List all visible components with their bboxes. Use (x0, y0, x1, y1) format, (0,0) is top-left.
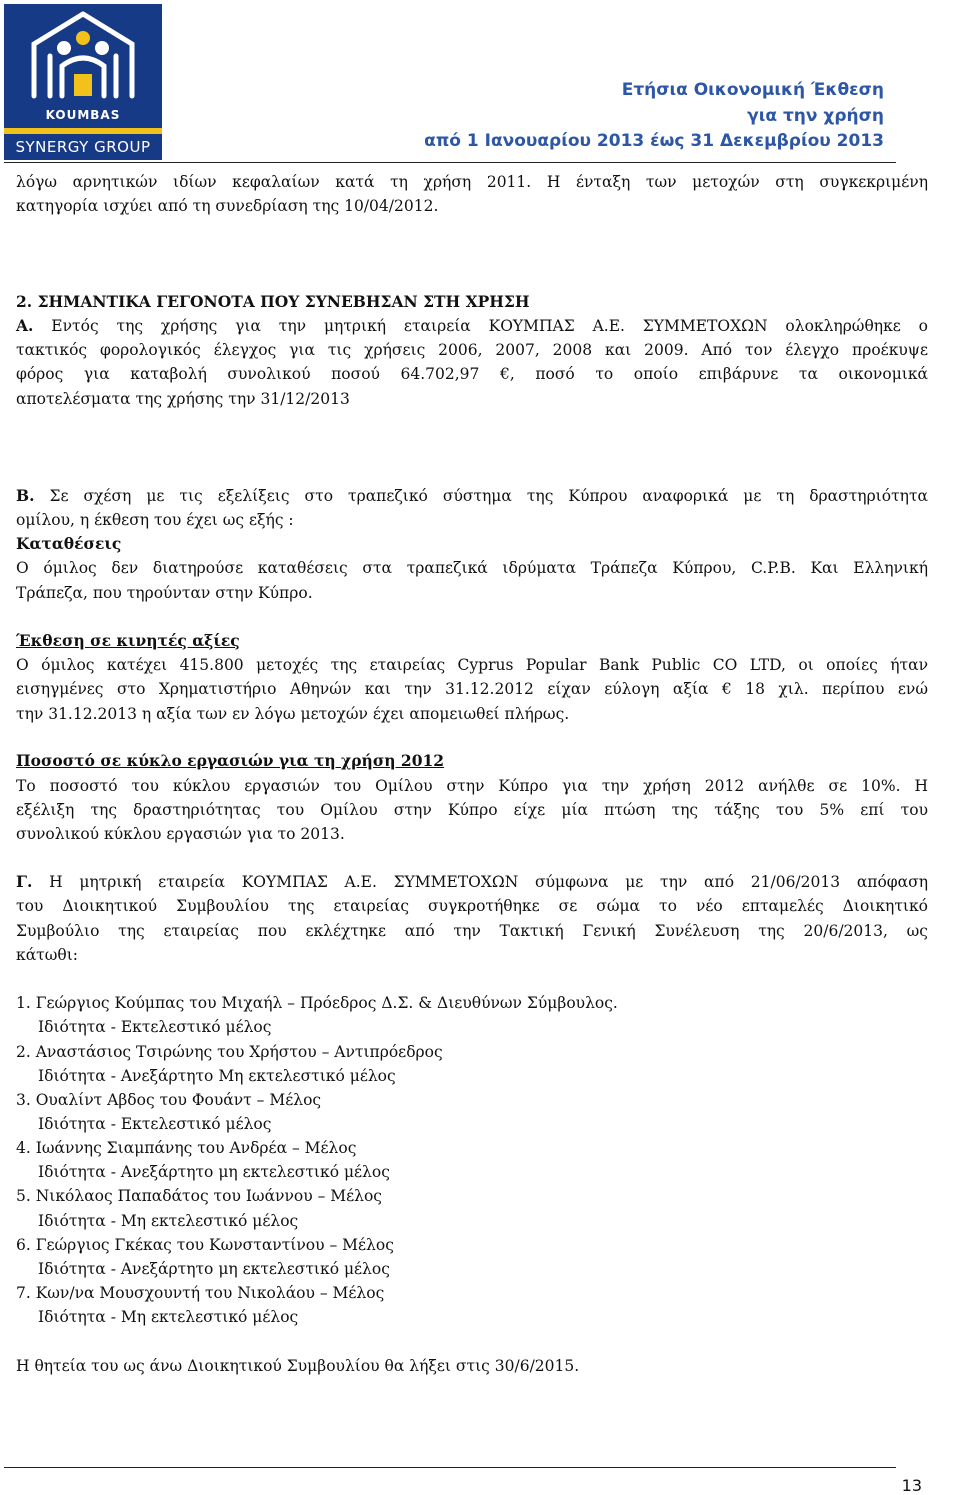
intro-line: λόγω αρνητικών ιδίων κεφαλαίων κατά τη χρήση 2011. Η ένταξη των μετοχών στη συγκεκριμένη (16, 173, 928, 191)
board-member-name: 5. Νικόλαος Παπαδάτος του Ιωάννου – Μέλος (16, 1187, 382, 1205)
paragraph-a-line: τακτικός φορολογικός έλεγχος για τις χρήσεις 2006, 2007, 2008 και 2009. Από τον έλεγχο προέκυψε (16, 341, 928, 359)
paragraph-c-line: του Διοικητικού Συμβουλίου της εταιρείας συγκροτήθηκε σε σώμα το νέο επταμελές Διοικητικό (16, 897, 928, 915)
board-member-role: Ιδιότητα - Ανεξάρτητο Μη εκτελεστικό μέλος (38, 1067, 396, 1085)
turnover-heading: Ποσοστό σε κύκλο εργασιών για τη χρήση 2012 (16, 751, 445, 770)
securities-line: εισηγμένες στο Χρηματιστήριο Αθηνών και την 31.12.2012 είχαν εύλογη αξία € 18 χιλ. περίπου ενώ (16, 680, 928, 698)
paragraph-b-label: Β. (16, 486, 35, 505)
report-title: Ετήσια Οικονομική Έκθεση (621, 80, 884, 100)
board-member-name: 7. Κων/να Μουσχουντή του Νικολάου – Μέλος (16, 1284, 385, 1302)
company-logo (4, 4, 162, 160)
securities-line: Ο όμιλος κατέχει 415.800 μετοχές της εταιρείας Cyprus Popular Bank Public CO LTD, οι οποίες ήταν (16, 656, 928, 674)
turnover-line: συνολικού κύκλου εργασιών για το 2013. (16, 825, 345, 843)
closing-statement: Η θητεία του ως άνω Διοικητικού Συμβουλίου θα λήξει στις 30/6/2015. (16, 1357, 580, 1375)
paragraph-b-line: Β. Σε σχέση με τις εξελίξεις στο τραπεζικό σύστημα της Κύπρου αναφορικά με τη δραστηριότητα (16, 486, 928, 505)
deposits-line: Ο όμιλος δεν διατηρούσε καταθέσεις στα τραπεζικά ιδρύματα Τράπεζα Κύπρου, C.P.B. Και Ελληνική (16, 559, 928, 577)
paragraph-c-label: Γ. (16, 872, 33, 891)
paragraph-a-line: Α. Εντός της χρήσης για την μητρική εταιρεία ΚΟΥΜΠΑΣ Α.Ε. ΣΥΜΜΕΤΟΧΩΝ ολοκληρώθηκε ο (16, 316, 928, 335)
paragraph-a-label: Α. (16, 316, 34, 335)
board-member-role: Ιδιότητα - Ανεξάρτητο μη εκτελεστικό μέλος (38, 1163, 390, 1181)
board-member-role: Ιδιότητα - Ανεξάρτητο μη εκτελεστικό μέλος (38, 1260, 390, 1278)
paragraph-c-line: Γ. Η μητρική εταιρεία ΚΟΥΜΠΑΣ Α.Ε. ΣΥΜΜΕΤΟΧΩΝ σύμφωνα με την από 21/06/2013 απόφαση (16, 872, 928, 891)
intro-line: κατηγορία ισχύει από τη συνεδρίαση της 10/04/2012. (16, 197, 439, 215)
deposits-heading: Καταθέσεις (16, 534, 122, 553)
section-heading: 2. ΣΗΜΑΝΤΙΚΑ ΓΕΓΟΝΟΤΑ ΠΟΥ ΣΥΝΕΒΗΣΑΝ ΣΤΗ ΧΡΗΣΗ (16, 292, 530, 311)
paragraph-c-line: Συμβούλιο της εταιρείας που εκλέχτηκε από την Τακτική Γενική Συνέλευση της 20/6/2013, ως (16, 922, 928, 940)
logo-brand: KOUMBAS (45, 108, 121, 122)
page-number: 13 (901, 1476, 922, 1495)
board-member-role: Ιδιότητα - Εκτελεστικό μέλος (38, 1018, 272, 1036)
board-member-role: Ιδιότητα - Μη εκτελεστικό μέλος (38, 1212, 299, 1230)
paragraph-a-line: αποτελέσματα της χρήσης την 31/12/2013 (16, 390, 350, 408)
logo-accent-bar (4, 128, 162, 134)
logo-group: SYNERGY GROUP (15, 138, 151, 156)
header-divider (4, 162, 896, 163)
paragraph-c-line: κάτωθι: (16, 946, 78, 964)
board-member-name: 4. Ιωάννης Σιαμπάνης του Ανδρέα – Μέλος (16, 1139, 357, 1157)
board-member-name: 1. Γεώργιος Κούμπας του Μιχαήλ – Πρόεδρος Δ.Σ. & Διευθύνων Σύμβουλος. (16, 994, 618, 1012)
logo-emblem-icon (4, 4, 162, 108)
board-member-name: 2. Αναστάσιος Τσιρώνης του Χρήστου – Αντιπρόεδρος (16, 1043, 443, 1061)
board-member-name: 3. Ουαλίντ Αβδος του Φουάντ – Μέλος (16, 1091, 322, 1109)
report-subtitle: για την χρήση (747, 106, 884, 126)
securities-line: την 31.12.2013 η αξία των εν λόγω μετοχών έχει απομειωθεί πλήρως. (16, 705, 570, 723)
deposits-line: Τράπεζα, που τηρούνταν στην Κύπρο. (16, 584, 313, 602)
board-member-name: 6. Γεώργιος Γκέκας του Κωνσταντίνου – Μέλος (16, 1236, 394, 1254)
turnover-line: Το ποσοστό του κύκλου εργασιών του Ομίλου στην Κύπρο για την χρήση 2012 ανήλθε σε 10%. Η (16, 777, 928, 795)
securities-heading: Έκθεση σε κινητές αξίες (16, 631, 240, 650)
board-member-role: Ιδιότητα - Μη εκτελεστικό μέλος (38, 1308, 299, 1326)
footer-divider (4, 1467, 896, 1468)
report-period: από 1 Ιανουαρίου 2013 έως 31 Δεκεμβρίου 2013 (424, 131, 884, 151)
paragraph-b-line: ομίλου, η έκθεση του έχει ως εξής : (16, 511, 294, 529)
paragraph-a-line: φόρος για καταβολή συνολικού ποσού 64.702,97 €, ποσό το οποίο επιβάρυνε τα οικονομικά (16, 365, 928, 383)
board-member-role: Ιδιότητα - Εκτελεστικό μέλος (38, 1115, 272, 1133)
turnover-line: εξέλιξη της δραστηριότητας του Ομίλου στην Κύπρο είχε μία πτώση της τάξης του 5% επί του (16, 801, 928, 819)
